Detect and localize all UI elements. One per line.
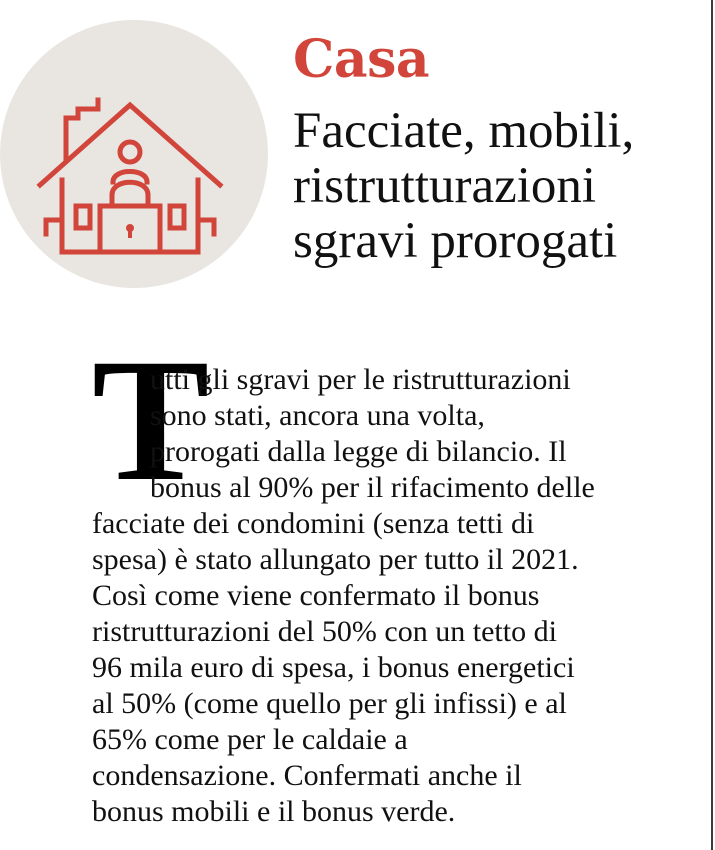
body-line: prorogati dalla legge di bilancio. Il — [150, 435, 567, 468]
headline-line: sgravi prorogati — [293, 213, 618, 269]
body-line: Così come viene confermato il bonus — [92, 579, 540, 612]
headline-line: ristrutturazioni — [293, 158, 597, 214]
drop-cap: T — [92, 323, 210, 518]
body-line: ristrutturazioni del 50% con un tetto di — [92, 615, 557, 648]
headline-line: Facciate, mobili, — [293, 103, 635, 159]
body-line: facciate dei condomini (senza tetti di — [92, 507, 535, 540]
section-kicker: Casa — [293, 29, 430, 90]
body-line: utti gli sgravi per le ristrutturazioni — [150, 363, 571, 396]
body-line: bonus al 90% per il rifacimento delle — [150, 471, 595, 504]
body-line: al 50% (come quello per gli infissi) e al — [92, 687, 567, 720]
body-line: spesa) è stato allungato per tutto il 2021. — [92, 543, 579, 576]
body-line: 65% come per le caldaie a — [92, 723, 408, 756]
body-line: condensazione. Confermati anche il — [92, 759, 522, 792]
body-line: bonus mobili e il bonus verde. — [92, 795, 456, 828]
body-line: 96 mila euro di spesa, i bonus energetici — [92, 651, 575, 684]
body-line: sono stati, ancora una volta, — [150, 399, 485, 432]
